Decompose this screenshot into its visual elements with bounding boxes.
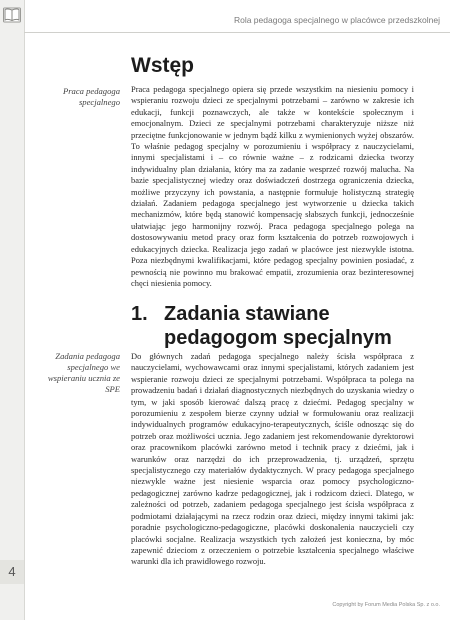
section-margin-note: Zadania pedagoga specjalnego we wspieraniu ucznia ze SPE bbox=[47, 351, 120, 394]
book-icon bbox=[3, 7, 21, 23]
section-paragraph: Do głównych zadań pedagoga specjalnego należy ścisła współpraca z nauczycielami, wychowawcami oraz innymi specjalistami, których zadaniem jest wspieranie rozwoju dzieci ze specjalnymi potrzebami. Współpraca ta polega na prowadzeniu badań i działań diagnostycznych niezbędnych do uzyskania wiedzy o tym, w jaki sposób kierować dalszą pracę z dziećmi. Pedagog specjalny w porozumieniu z zespołem bierze czynny udział w formułowaniu oraz realizacji indywidualnych programów edukacyjno-terapeutycznych, ściśle odnosząc się do potrzeb oraz możliwości ucznia. Jego zadaniem jest rekomendowanie dyrektorowi oraz pracownikom placówki zarówno metod i technik pracy z dziećmi, jak i warunków oraz narzędzi do ich przeprowadzenia, tj. urządzeń, sprzętu specjalistycznego czy materiałów dydaktycznych. W pracy pedagoga specjalnego niezwykle ważne jest niesienie wsparcia oraz pomocy psychologiczno-pedagogicznej zarówno kadrze pedagogicznej, jak i rodzicom dzieci. Dlatego, w zależności od potrzeb, zadaniem pedagoga specjalnego jest ścisła współpraca z podmiotami działającymi na rzecz rodzin oraz dzieci, między innymi takimi jak: poradnie psychologiczno-pedagogiczne, placówki doskonalenia nauczycieli czy placówki socjalne. Realizacja wszystkich tych założeń jest konieczna, by móc zapewnić dzieciom z orzeczeniem o potrzebie kształcenia specjalnego właściwe warunki dla ich prawidłowego rozwoju. bbox=[131, 351, 414, 567]
intro-paragraph: Praca pedagoga specjalnego opiera się przede wszystkim na niesieniu pomocy i wspieraniu rozwoju dzieci ze specjalnymi potrzebami – zarówno w zakresie ich edukacji, funkcji poznawczych, ale także w kontekście społecznym i emocjonalnym. Dzieci ze specjalnymi potrzebami charakteryzuje niższe niż przeciętne funkcjonowanie w jednym bądź kilku z wymienionych wyżej obszarów. To właśnie pedagog specjalny w porozumieniu i współpracy z nauczycielami, innymi specjalistami i – co równie ważne – z rodzicami dziecka tworzy indywidualny plan działania, który ma za zadanie wesprzeć rozwój malucha. Na bazie specjalistycznej wiedzy oraz doświadczeń dostrzega ograniczenia dziecka, możliwe przyczyny ich powstania, a następnie formułuje holistyczną strategię działań. Zadaniem pedagoga specjalnego jest wytworzenie u dziecka takich mechanizmów, które będą stanowić kompensację słabszych funkcji, jednocześnie ułatwiając jego harmonijny rozwój. Praca pedagoga specjalnego polega na dostosowywaniu metod pracy oraz form kształcenia do potrzeb rozwojowych i edukacyjnych dziecka. Realizacja jego zadań w placówce jest niezwykle istotna. Poza niezbędnymi kwalifikacjami, które pedagog specjalny powinien posiadać, z pewnością nie powinno mu brakować empatii, zrozumienia oraz bezinteresownej chęci niesienia pomocy. bbox=[131, 84, 414, 288]
copyright-footer: Copyright by Forum Media Polska Sp. z o.o. bbox=[332, 602, 440, 608]
page-number: 4 bbox=[0, 560, 24, 584]
section-title: Zadania stawiane pedagogom specjalnym bbox=[164, 303, 392, 349]
section-heading bbox=[131, 302, 431, 350]
intro-margin-note: Praca pedagoga specjalnego bbox=[62, 86, 120, 107]
header-divider bbox=[24, 32, 450, 33]
left-margin-bar bbox=[0, 0, 25, 620]
intro-heading: Wstęp bbox=[131, 54, 194, 77]
section-number: 1. bbox=[131, 303, 148, 325]
running-header: Rola pedagoga specjalnego w placówce przedszkolnej bbox=[233, 15, 440, 25]
